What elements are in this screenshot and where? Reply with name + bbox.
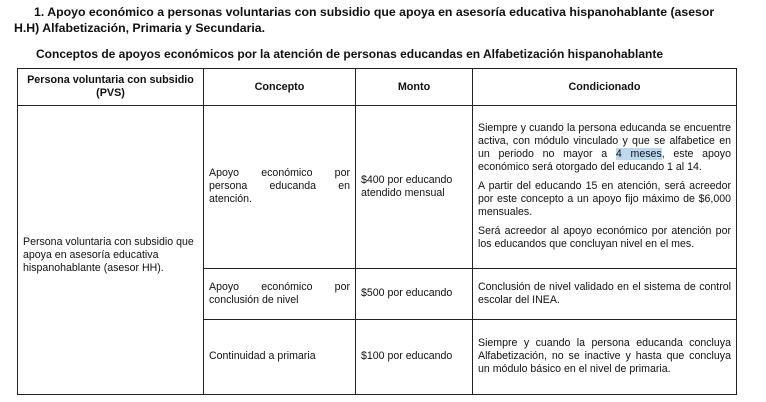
concept-cell: Apoyo económico por conclusión de nivel <box>204 268 356 319</box>
support-table <box>17 68 737 395</box>
condition-text: , este apoyo económico será otorgado del educando 1 al 14. <box>478 148 731 174</box>
condition-cell: Siempre y cuando la persona educanda concluya Alfabetización, no se inactive y hasta que concluya un módulo básico en el nivel de primaria. <box>473 319 737 394</box>
header-person: Persona voluntaria con subsidio (PVS) <box>18 69 204 106</box>
concept-cell: Continuidad a primaria <box>204 319 356 394</box>
condition-paragraph: Será acreedor al apoyo económico por atención por los educandos que concluyan nivel en el mes. <box>478 225 731 251</box>
section-heading-line2: H.H) Alfabetización, Primaria y Secundaria. <box>14 21 266 35</box>
section-heading <box>14 4 754 36</box>
table-caption: Conceptos de apoyos económicos por la atención de personas educandas en Alfabetización hispanohablante <box>36 47 664 61</box>
table-header-row <box>18 69 737 106</box>
amount-cell: $500 por educando <box>356 268 473 319</box>
condition-paragraph <box>478 122 731 174</box>
amount-cell: $100 por educando <box>356 319 473 394</box>
header-concept: Concepto <box>204 69 356 106</box>
amount-cell: $400 por educando atendido mensual <box>356 106 473 269</box>
concept-cell: Apoyo económico por persona educanda en atención. <box>204 106 356 269</box>
header-amount: Monto <box>356 69 473 106</box>
section-number: 1. <box>34 5 45 19</box>
condition-paragraph: A partir del educando 15 en atención, será acreedor por este concepto a un apoyo fijo máximo de $6,000 mensuales. <box>478 180 731 219</box>
section-heading-line1: Apoyo económico a personas voluntarias con subsidio que apoya en asesoría educativa hispanohablante (asesor <box>47 5 715 19</box>
table-row <box>18 106 737 269</box>
header-condition: Condicionado <box>473 69 737 106</box>
condition-text: Siempre y cuando la persona educanda se encuentre activa, con módulo vinculado y que se alfabetice en un periodo no mayor a <box>478 122 731 161</box>
person-cell: Persona voluntaria con subsidio que apoya en asesoría educativa hispanohablante (asesor HH). <box>18 106 204 395</box>
condition-cell <box>473 106 737 269</box>
highlighted-text: 4 meses <box>615 148 662 161</box>
condition-cell: Conclusión de nivel validado en el sistema de control escolar del INEA. <box>473 268 737 319</box>
